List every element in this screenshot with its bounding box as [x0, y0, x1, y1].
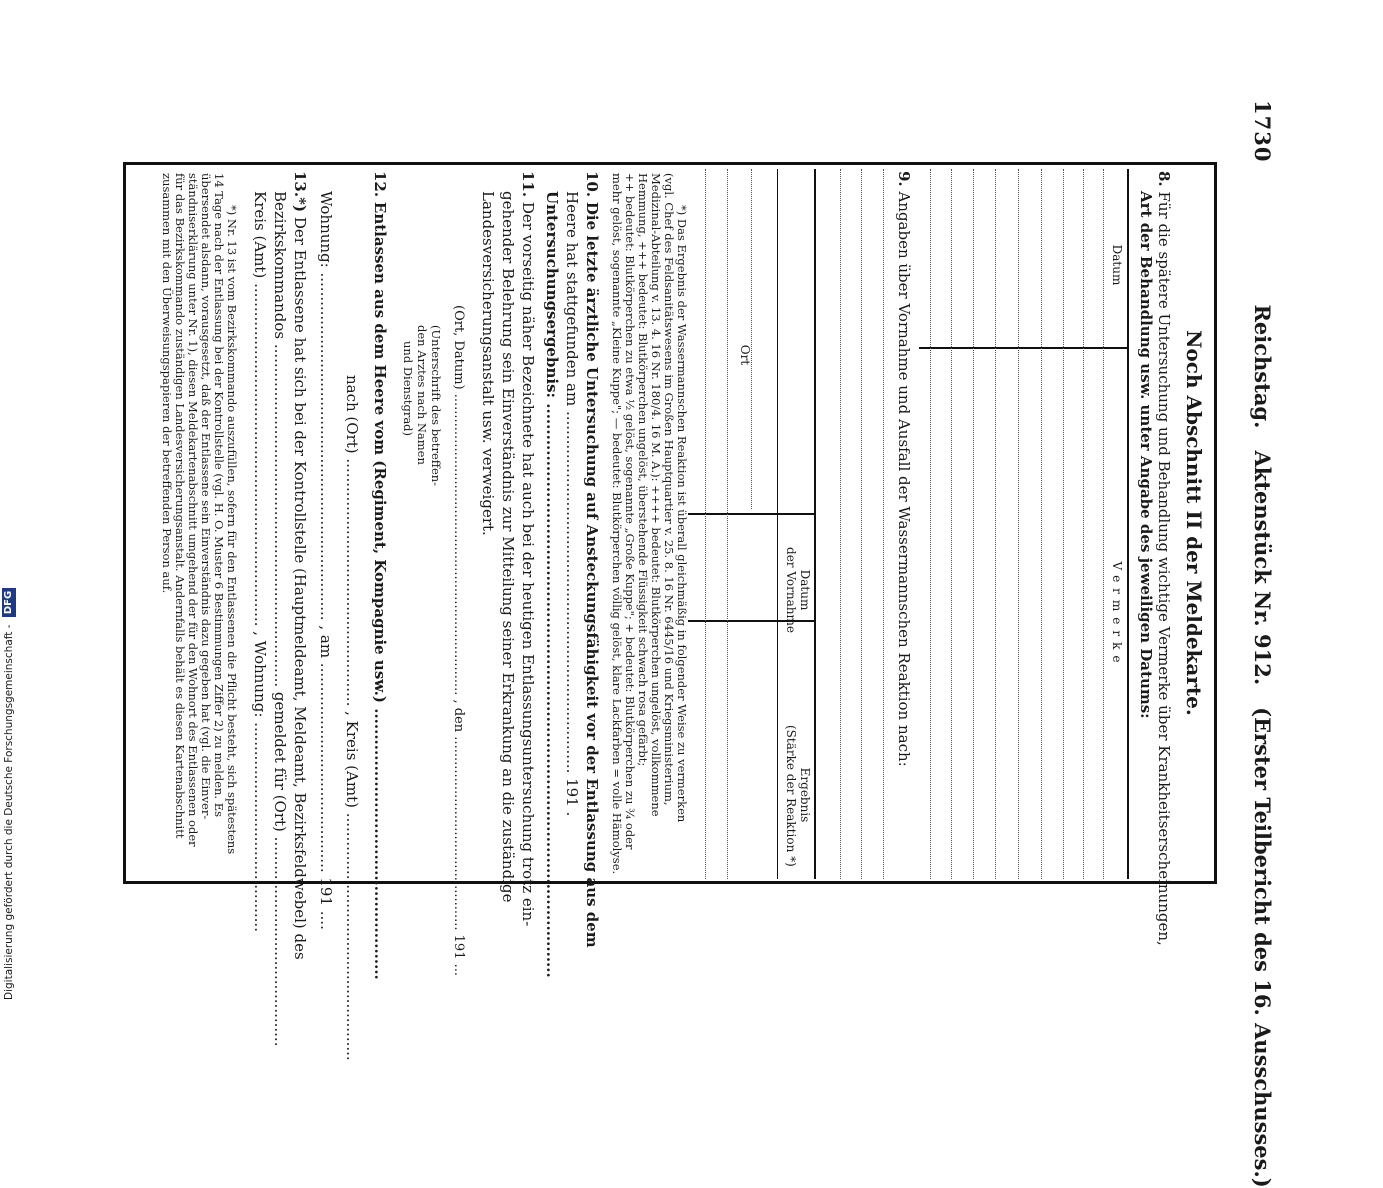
item-8-table-top	[1127, 169, 1129, 879]
item-8-number: 8.	[1155, 171, 1173, 187]
item-8-rule-7	[973, 169, 974, 879]
item-9-head-rule	[777, 169, 778, 879]
item-8-rule-9	[930, 169, 931, 879]
credit-line	[0, 0, 18, 1000]
item-8-line2: Art der Behandlung usw. unter Angabe des jeweiligen Datums:	[1137, 191, 1155, 719]
item-13-line3: Kreis (Amt) ........................................................................ , Wohnung: ............................................	[251, 191, 269, 932]
item-10-line1: Die letzte ärztliche Untersuchung auf Ansteckungsfähigkeit vor der Entlassung aus dem	[583, 201, 601, 948]
item-8-rule-2	[1083, 169, 1084, 879]
item-8-rule-8	[951, 169, 952, 879]
item-9-footnote-1: *) Das Ergebnis der Wassermannschen Reaktion ist überall gleichmäßig in folgender Weise zu vermerken	[675, 205, 689, 823]
item-9-footnote-4: Hemmung, +++ bedeutet: Blutkörperchen ungelöst, überstehende Flüssigkeit schwach rosa gefärbt;	[636, 173, 650, 767]
item-9-rule-1	[883, 169, 884, 879]
item-9-rule-4	[751, 169, 752, 509]
item-10-line3: Untersuchungsergebnis: ..............................................................................................................	[543, 191, 561, 978]
item-13-footnote-5: für das Bezirkskommando zuständigen Landesversicherungsanstalt. Andernfalls behält es diesen Kartenabschnitt	[173, 173, 187, 839]
item-10-line2: Heere hat stattgefunden am ............................................................................ 191 .	[563, 191, 581, 817]
item-13-footnote-3: übersendet alsdann, vorausgesetzt, daß der Entlassene sein Einverständnis dazu gegeben hat (vgl. die Einver-	[199, 173, 213, 820]
item-11-sign-3: und Dienstgrad)	[401, 341, 415, 437]
item-12-number: 12.	[371, 171, 389, 198]
item-11-sign-2: den Arztes nach Namen	[415, 325, 429, 465]
item-11-sign-1: (Unterschrift des betreffen-	[429, 325, 443, 487]
item-8	[1154, 171, 1174, 946]
item-13-line2: Bezirkskommandos ........................................................................ gemeldet für (Ort) ............................................	[271, 191, 289, 1047]
item-9-footnote-5: ++ bedeutet: Blutkörperchen zu etwa ½ gelöst, sogenannte „Große Kuppe"; + bedeutet: Blutkörperchen zu ¾ oder	[623, 173, 637, 850]
credit-text: Digitalisierung gefördert durch die Deutsche Forschungsgemeinschaft -	[3, 624, 15, 1000]
item-11-line1: Der vorseitig näher Bezeichnete hat auch bei der heutigen Entlassungsuntersuchung trotz ein-	[519, 201, 537, 927]
item-9	[894, 171, 914, 767]
item-9-col-place: Ort	[738, 344, 752, 366]
item-9-col-result-1: Ergebnis	[798, 767, 812, 823]
item-8-rule-1	[1103, 169, 1104, 879]
item-9-rule-2	[861, 169, 862, 879]
item-8-rule-5	[1018, 169, 1019, 879]
item-9-rule-5	[727, 169, 728, 879]
item-13	[290, 171, 310, 960]
item-8-col-date: Datum	[1110, 244, 1124, 286]
item-9-footnote-2: (vgl. Chef des Feldsanitätswesens im Großen Hauptquartier v. 25. 8. 16 Nr. 6445/16 und Kriegsministerium,	[662, 173, 676, 806]
item-13-footnote-2: 14 Tage nach der Entlassung bei der Kontrollstelle (vgl. H. O. Muster 6 Bestimmungen Ziffer 2) zu melden. Es	[212, 173, 226, 818]
item-8-line1: Für die spätere Untersuchung und Behandlung wichtige Vermerke über Krankheitserscheinungen,	[1155, 191, 1173, 946]
item-9-number: 9.	[895, 171, 913, 187]
item-8-rule-3	[1063, 169, 1064, 879]
item-12	[370, 171, 390, 980]
item-9-col-divider-2	[688, 620, 816, 622]
item-9-footnote-3: Medizinal-Abteilung v. 13. 4. 16 Nr. 180/4. 16 M. A.): ++++ bedeutet: Blutkörperchen ungelöst, vollkommene	[649, 173, 663, 817]
item-13-line1: Der Entlassene hat sich bei der Kontrollstelle (Hauptmeldeamt, Meldeamt, Bezirksfeldwebel) des	[291, 216, 309, 960]
item-9-text: Angaben über Vornahme und Ausfall der Wassermannschen Reaktion nach:	[895, 191, 913, 767]
item-11-line3: Landesversicherungsanstalt usw. verweigert.	[479, 191, 497, 536]
item-10	[582, 171, 602, 948]
item-9-col-date-2: der Vornahme	[784, 547, 798, 633]
dfg-logo: DFG	[2, 588, 16, 617]
item-12-line1: Entlassen aus dem Heere vom (Regiment, Kompagnie usw.) ....................................................	[371, 201, 389, 980]
item-11-number: 11.	[519, 171, 537, 198]
form-frame	[123, 162, 1217, 1061]
item-13-footnote-1: *) Nr. 13 ist vom Bezirkskommando auszufüllen, sofern für den Entlassenen die Pflicht besteht, sich spätestens	[225, 205, 239, 855]
item-12-line3: Wohnung: ......................................................................... , am ............................................ 191 ....	[317, 191, 335, 930]
item-11-line2: gehender Belehrung sein Einverständnis zur Mitteilung seiner Erkrankung an die zuständige	[499, 191, 517, 903]
item-13-number: 13.*)	[291, 171, 309, 213]
item-9-table-top	[814, 169, 816, 879]
item-12-line2: nach (Ort) .................................................... , Kreis (Amt) ....................................................	[343, 375, 361, 1061]
item-8-rule-6	[995, 169, 996, 879]
running-head	[1241, 100, 1285, 1188]
item-9-col-result-2: (Stärke der Reaktion *)	[784, 725, 798, 867]
page-number: 1730	[1250, 100, 1276, 163]
item-13-footnote-4: ständniserklärung unter Nr. 1), diesen Meldekartenabschnitt umgehend der für den Wohnort des Entlassenen oder	[186, 173, 200, 847]
item-13-footnote-6: zusammen mit den Überweisungspapieren der betreffenden Person auf.	[160, 173, 174, 594]
form-title: Noch Abschnitt II der Meldekarte.	[1182, 330, 1206, 716]
item-9-rule-6	[705, 169, 706, 879]
item-9-col-date-1: Datum	[798, 569, 812, 611]
header-document: Aktenstück Nr. 912.	[1250, 450, 1276, 686]
item-10-number: 10.	[583, 171, 601, 198]
header-body: Reichstag.	[1250, 304, 1276, 429]
item-9-footnote-6: mehr gelöst, sogenannte „Kleine Kuppe"; — bedeutet: Blutkörperchen völlig gelöst, klare Lackfarben = volle Hämolyse.	[610, 173, 624, 875]
item-9-rule-3	[840, 169, 841, 879]
item-8-rule-4	[1041, 169, 1042, 879]
item-11-place-date: (Ort, Datum) ......................................................................... , den ............................................... 191 ...	[451, 305, 466, 977]
item-8-col-notes: Vermerke	[1110, 561, 1124, 669]
item-9-col-divider-1	[688, 513, 816, 515]
item-11	[518, 171, 538, 926]
header-subtitle: (Erster Teilbericht des 16. Ausschusses.)	[1250, 707, 1276, 1188]
digitization-credit	[0, 0, 18, 1000]
